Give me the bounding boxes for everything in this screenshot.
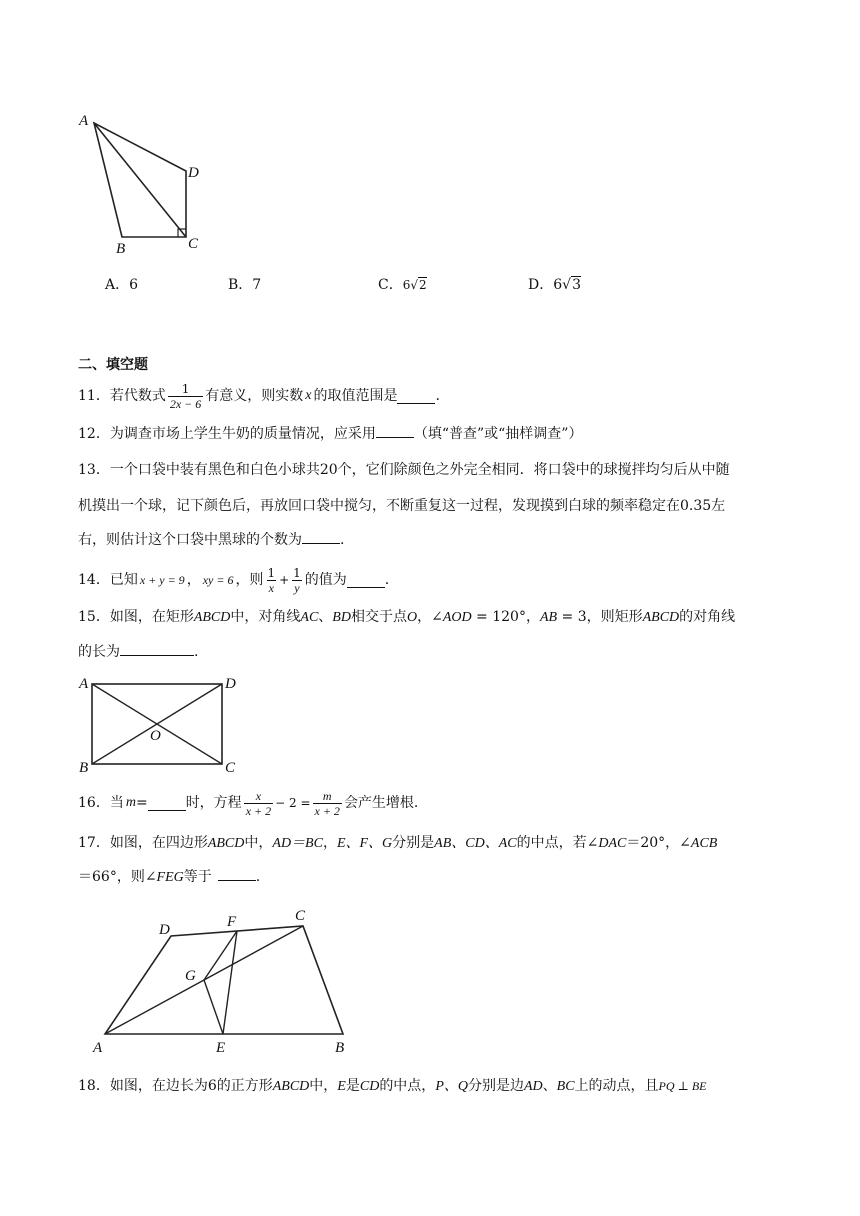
q17-adbc: AD＝BC [272,836,323,851]
q14-num: 14． [78,572,110,588]
q18-abcd: ABCD [272,1079,310,1094]
option-c-label: C． [378,277,403,293]
q16-f1-num: x [255,788,262,803]
label-d: D [188,165,199,181]
option-d-coef: 6 [553,277,563,293]
option-d: D．6√3 [528,277,581,293]
label-o: O [150,728,161,744]
q14-sep: ， [186,572,201,588]
q16-num: 16．当 [78,795,124,811]
q11-end: . [435,388,440,404]
option-c: C．6√2 [378,277,427,293]
option-b-value: 7 [252,277,262,293]
q15-e: = 120°， [471,609,540,625]
q16-m: m [125,795,136,810]
q17-feg: FEG [156,870,184,885]
q11-frac-num: 1 [181,381,190,396]
q16-frac2 [313,789,342,818]
q11-frac-den: 2x − 6 [169,396,202,411]
q16-frac1 [244,789,273,818]
figure-rectangle [70,670,250,780]
option-a-value: 6 [129,277,139,293]
label-d: D [225,676,236,692]
q14-mid: ，则 [235,572,264,588]
label-a: A [79,113,89,129]
q17-d: 分别是 [392,835,435,851]
label-f: F [227,914,237,930]
q18-mid3: 的中点， [379,1078,436,1094]
q16-f1-den: x + 2 [245,803,272,818]
q11-post: 的取值范围是 [313,388,398,404]
q17-blank [218,866,256,881]
q15-ab: AB [539,610,558,625]
q14-frac1 [265,566,277,595]
figure-quadrilateral [70,105,220,265]
q14-eq1: x + y = 9 [139,573,185,587]
q18-mid5: 上的动点，且 [574,1078,659,1094]
option-b-label: B． [228,277,253,293]
q15-b: 中，对角线 [230,609,301,625]
q17-acb: ACB [690,836,718,851]
q17-e: 的中点，若∠ [516,835,599,851]
q11-pre: 若代数式 [109,388,166,404]
q17-f: ＝20°，∠ [626,835,691,851]
q16-eq: = [135,795,148,811]
label-a: A [79,676,89,692]
q17-dac: DAC [598,836,627,851]
q15-a: 15．如图，在矩形 [78,609,194,625]
q15-bd: BD [332,610,351,625]
q13-line3-text: 右，则估计这个口袋中黑球的个数为 [78,532,302,548]
q14-f2-den: y [294,580,300,595]
section-title: 二、填空题 [78,357,148,373]
q18-perp: PQ ⊥ BE [658,1079,707,1093]
q15-abcd2: ABCD [642,610,680,625]
q16-f2-num: m [322,788,332,803]
q18-ad: AD [523,1079,543,1094]
q15-o: O [406,610,418,625]
question-15-line1 [78,607,735,628]
question-18 [78,1076,707,1097]
q11-var: x [305,388,312,403]
q14-f1-num: 1 [267,565,276,580]
q13-blank [302,529,340,544]
q15-f: = 3，则矩形 [557,609,643,625]
q14-frac2 [291,566,303,595]
question-12 [78,423,582,444]
quad-outline [105,926,343,1034]
question-13-line3 [78,529,344,550]
option-a [105,275,138,295]
question-17-line2 [78,866,260,888]
question-16 [78,786,418,820]
label-b: B [116,241,126,257]
q18-dun: 、 [542,1078,557,1094]
label-e: E [216,1040,226,1056]
q18-pre: 18．如图，在边长为6的正方形 [78,1078,273,1094]
q12-text: 12．为调查市场上学生牛奶的质量情况，应采用 [78,426,376,442]
q16-minus: − 2 = [275,796,311,810]
segment-eg [204,980,223,1034]
question-17-line1 [78,833,717,854]
label-c: C [188,236,199,252]
label-c: C [225,760,236,776]
q14-f2-num: 1 [293,565,301,580]
q11-mid: 有意义，则实数 [205,388,304,404]
q17-a: 17．如图，在四边形 [78,835,208,851]
q15-blank [120,641,194,656]
q16-blank [148,796,186,811]
q17-c: ， [322,835,337,851]
option-b [228,275,261,295]
option-d-label: D． [528,277,554,293]
option-c-rad: 2 [419,278,427,292]
q11-num: 11． [78,388,110,404]
q18-mid: 中， [309,1078,338,1094]
q18-mid2: 是 [345,1078,360,1094]
q15-abcd: ABCD [193,610,231,625]
q15-aod: AOD [442,610,472,625]
question-14 [78,563,389,597]
label-a: A [93,1040,103,1056]
q11-blank [397,389,435,404]
q17-b: 中， [244,835,273,851]
q18-e: E [337,1079,346,1094]
q18-pq: P、Q [435,1079,468,1094]
q14-end: . [384,572,390,588]
label-d: D [159,922,170,938]
q18-mid4: 分别是边 [467,1078,524,1094]
option-d-rad: 3 [572,277,581,293]
label-b: B [335,1040,345,1056]
q16-f2-den: x + 2 [314,803,340,818]
label-c: C [295,908,306,924]
q15-d: ，∠ [417,609,443,625]
q17-end: . [255,869,261,885]
q15-line2-text: 的长为 [78,644,120,660]
option-c-coef: 6 [402,278,411,292]
option-a-label: A． [105,277,130,293]
q11-fraction [168,382,203,411]
q16-mid: 时，方程 [185,795,242,811]
q14-pre: 已知 [109,572,138,588]
q18-bc: BC [556,1079,575,1094]
q14-post: 的值为 [304,572,347,588]
q17-h: 等于 [183,869,212,885]
q15-end: . [194,644,199,660]
label-b: B [79,760,89,776]
q14-blank [347,573,385,588]
q16-post: 会产生增根. [343,795,419,811]
q17-abcd: ABCD [207,836,245,851]
question-11 [78,382,440,410]
q15-dun: 、 [318,609,333,625]
question-13-line2: 机摸出一个球，记下颜色后，再放回口袋中搅匀，不断重复这一过程，发现摸到白球的频率稳定在0.35左 [78,498,726,514]
q17-g: ＝66°，则∠ [78,869,157,885]
q15-c: 相交于点 [350,609,407,625]
question-13-line1: 13．一个口袋中装有黑色和白色小球共20个，它们除颜色之外完全相同．将口袋中的球搅拌均匀后从中随 [78,462,730,478]
q12-blank [376,423,414,438]
question-15-line2 [78,641,198,662]
q14-f1-den: x [268,580,274,595]
q18-cd: CD [359,1079,380,1094]
q15-ac: AC [300,610,319,625]
segment-gf [204,931,237,980]
label-g: G [185,968,196,984]
q14-eq2: xy = 6 [202,573,234,587]
segment-ef [223,931,237,1034]
q15-g: 的对角线 [679,609,736,625]
figure-midpoints [85,900,365,1060]
q12-post: （填“普查”或“抽样调查”） [413,426,583,442]
q13-end: . [340,532,345,548]
q17-abcdac: AB、CD、AC [434,836,517,851]
q17-efg: E、F、G [336,836,393,851]
q14-plus: + [279,573,290,587]
